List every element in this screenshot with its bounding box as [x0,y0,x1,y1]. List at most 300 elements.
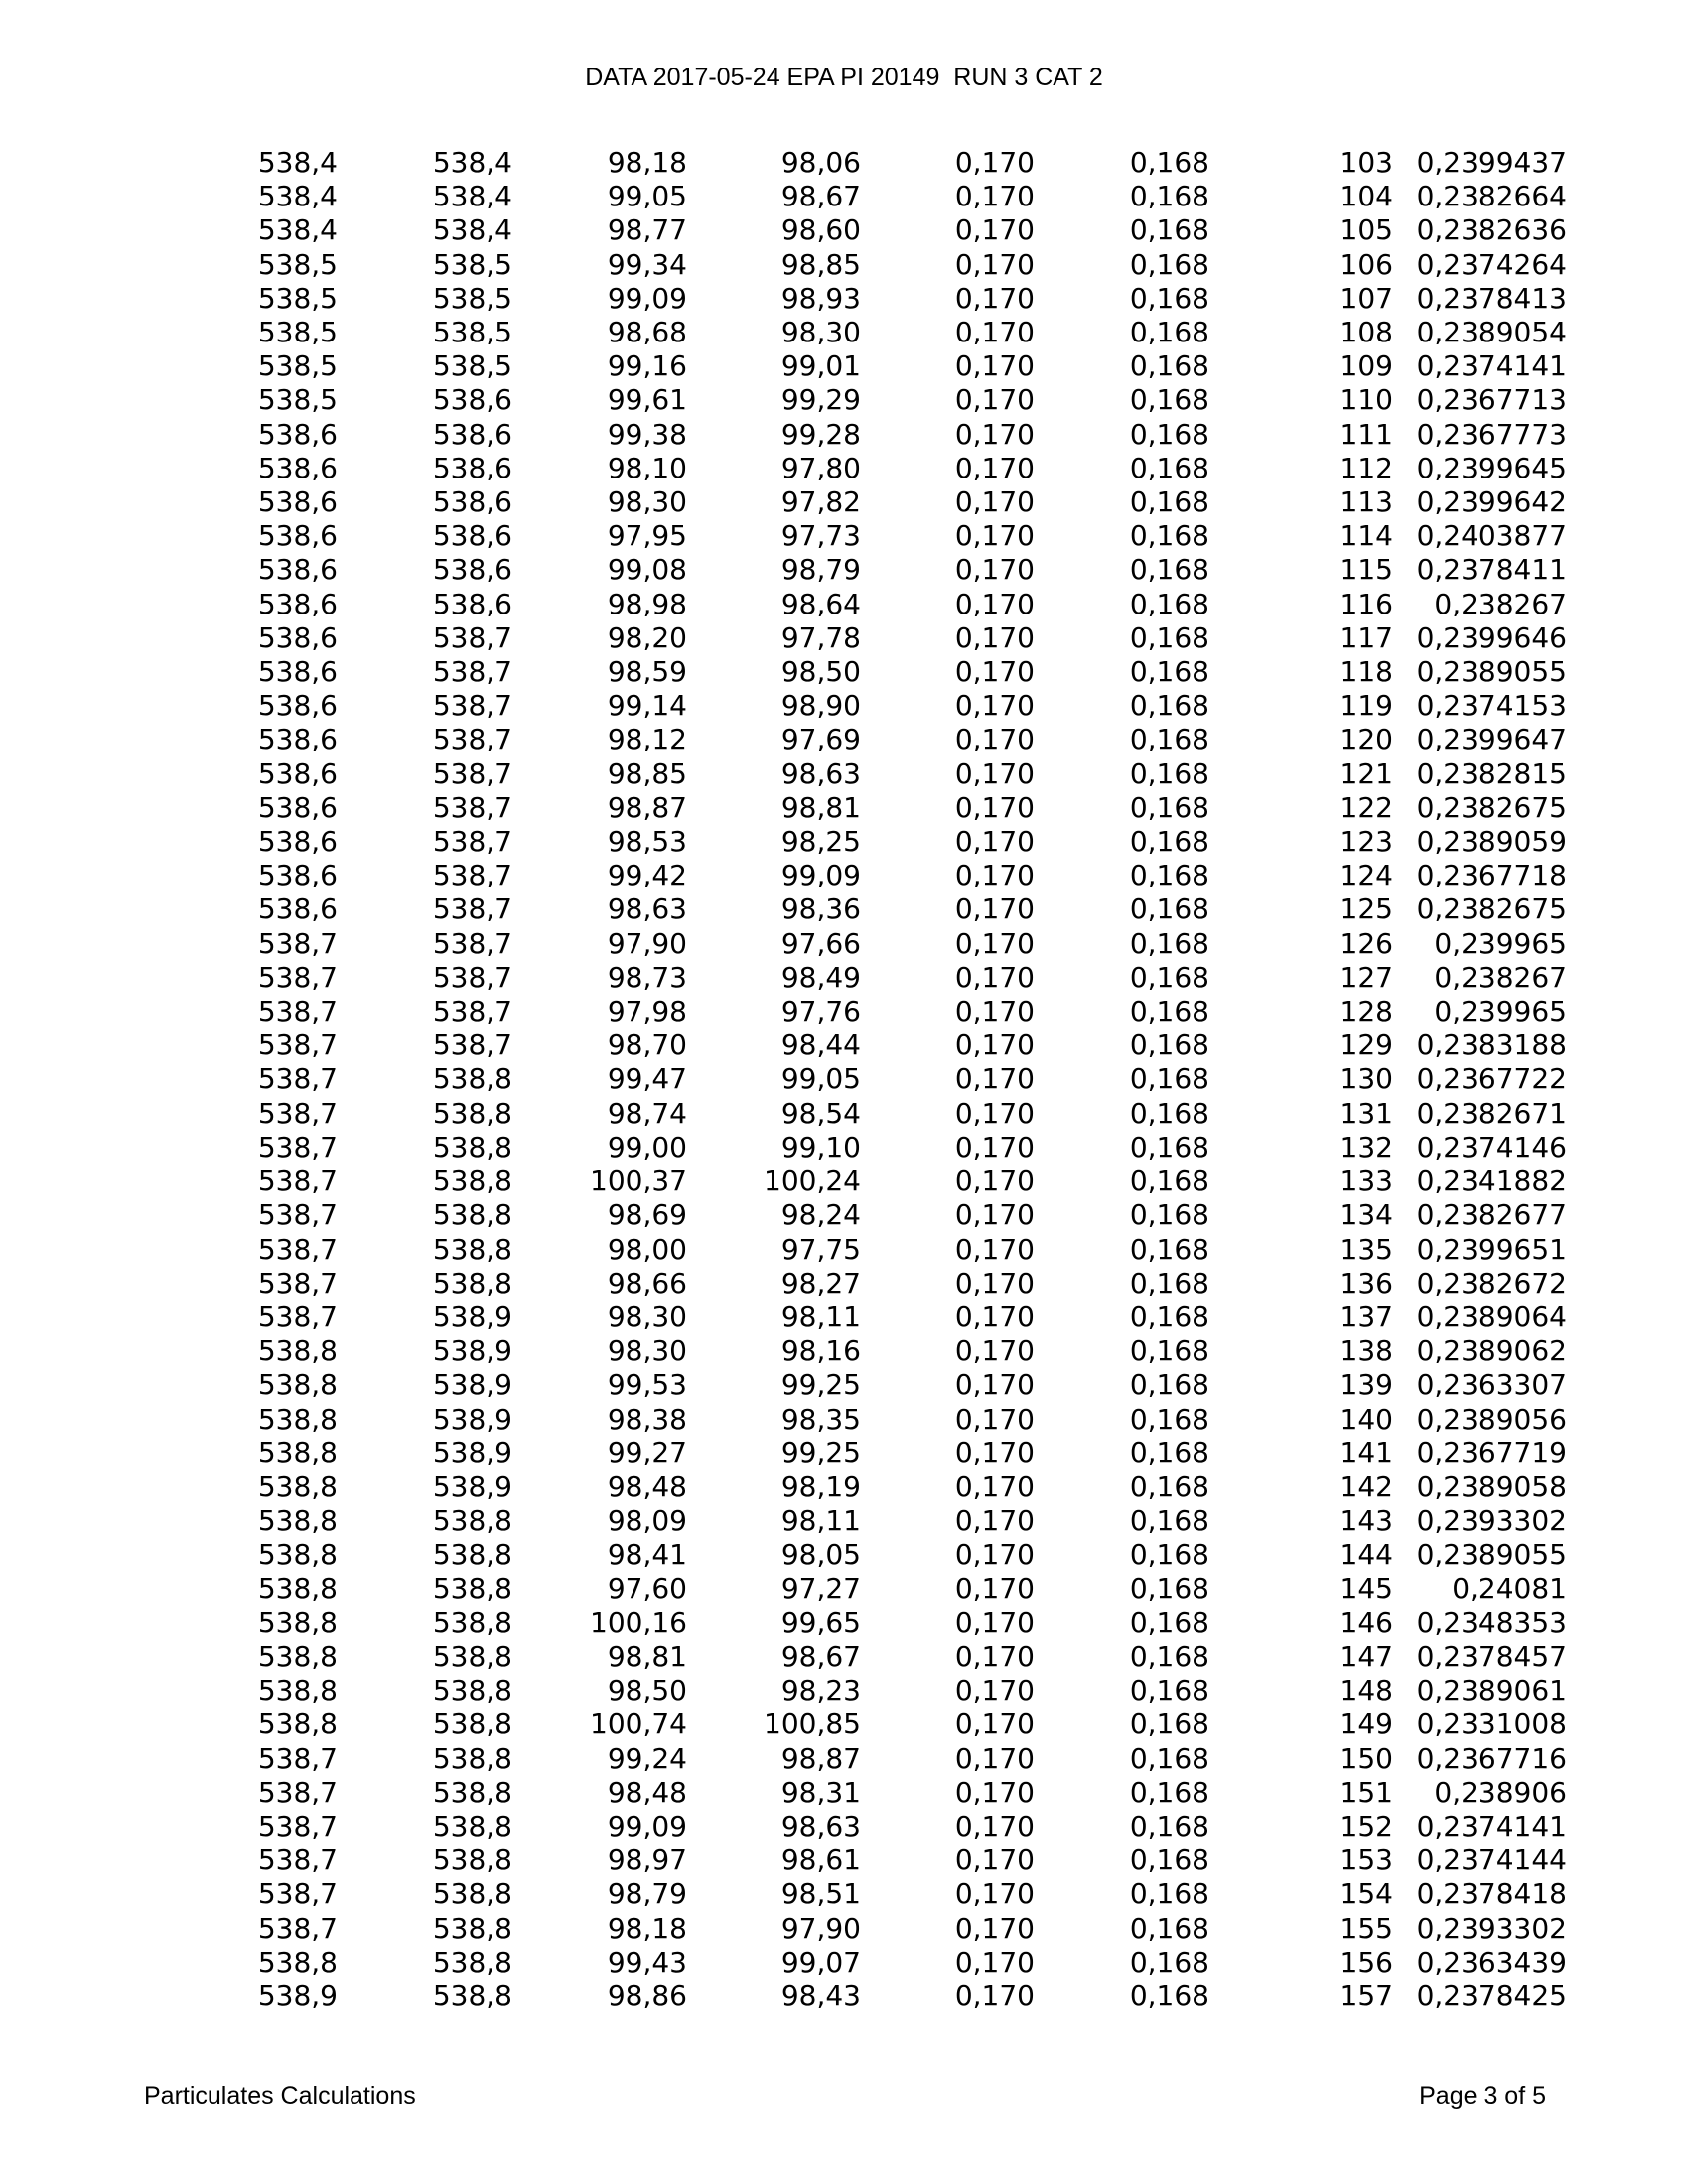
table-cell: 0,2399642 [1416,485,1567,519]
table-cell: 0,168 [1129,1299,1209,1333]
table-cell: 0,170 [954,417,1035,451]
table-cell: 151 [1339,1775,1393,1809]
table-row [149,349,1567,383]
table-row [149,248,1567,282]
table-cell: 98,63 [607,892,687,926]
table-cell: 126 [1339,926,1393,960]
table-cell: 100,37 [590,1164,687,1198]
table-cell: 0,170 [954,1164,1035,1198]
table-cell: 124 [1339,859,1393,892]
table-cell: 538,5 [257,383,338,417]
table-cell: 156 [1339,1945,1393,1979]
table-cell: 98,66 [607,1266,687,1299]
table-cell: 0,168 [1129,859,1209,892]
table-cell: 0,168 [1129,587,1209,620]
table-cell: 0,168 [1129,146,1209,179]
table-cell: 98,67 [780,1639,861,1673]
table-cell: 123 [1339,825,1393,859]
table-cell: 98,00 [607,1232,687,1266]
table-cell: 0,168 [1129,1843,1209,1877]
table-cell: 98,63 [780,756,861,790]
table-cell: 0,170 [954,1198,1035,1232]
table-cell: 538,7 [257,1877,338,1911]
table-cell: 0,2374153 [1416,689,1567,723]
table-cell: 0,2374141 [1416,349,1567,383]
table-cell: 538,8 [432,1809,512,1843]
table-cell: 128 [1339,995,1393,1028]
table-row [149,1233,1567,1267]
table-cell: 0,2382815 [1416,756,1567,790]
table-cell: 538,7 [257,1062,338,1096]
table-cell: 538,8 [257,1435,338,1469]
table-cell: 0,2382671 [1416,1096,1567,1130]
table-cell: 98,48 [607,1775,687,1809]
table-cell: 0,168 [1129,1402,1209,1435]
table-row [149,213,1567,247]
table-cell: 0,168 [1129,723,1209,756]
table-cell: 110 [1339,383,1393,417]
table-cell: 538,8 [432,1775,512,1809]
table-cell: 0,170 [954,1741,1035,1775]
table-cell: 538,8 [257,1504,338,1538]
table-cell: 100,24 [764,1164,861,1198]
table-cell: 97,69 [780,723,861,756]
table-cell: 0,2389055 [1416,655,1567,689]
table-cell: 538,8 [257,1469,338,1503]
table-cell: 0,168 [1129,1775,1209,1809]
table-cell: 99,25 [780,1435,861,1469]
table-cell: 0,168 [1129,1504,1209,1538]
table-cell: 538,8 [432,1538,512,1571]
table-cell: 98,30 [607,1334,687,1368]
table-cell: 538,9 [432,1469,512,1503]
table-cell: 0,2389054 [1416,316,1567,349]
table-cell: 152 [1339,1809,1393,1843]
table-cell: 0,168 [1129,349,1209,383]
table-cell: 0,2389059 [1416,825,1567,859]
table-cell: 119 [1339,689,1393,723]
table-cell: 0,170 [954,349,1035,383]
table-cell: 146 [1339,1605,1393,1639]
table-cell: 538,7 [257,1028,338,1062]
table-cell: 538,5 [432,247,512,281]
table-cell: 0,170 [954,689,1035,723]
table-cell: 0,2348353 [1416,1605,1567,1639]
table-cell: 157 [1339,1979,1393,2012]
table-cell: 0,170 [954,1028,1035,1062]
table-row [149,1979,1567,2013]
table-cell: 98,79 [607,1877,687,1911]
table-cell: 98,63 [780,1809,861,1843]
table-cell: 99,05 [780,1062,861,1096]
table-cell: 105 [1339,213,1393,247]
table-cell: 538,7 [257,1096,338,1130]
table-cell: 538,8 [257,1945,338,1979]
table-cell: 538,8 [432,1911,512,1945]
table-cell: 538,9 [432,1299,512,1333]
table-cell: 0,170 [954,825,1035,859]
table-cell: 538,8 [257,1571,338,1605]
table-cell: 99,09 [607,281,687,315]
table-cell: 0,170 [954,655,1035,689]
table-cell: 0,170 [954,1299,1035,1333]
table-cell: 538,6 [257,756,338,790]
table-cell: 0,168 [1129,960,1209,994]
table-cell: 538,6 [432,553,512,587]
table-cell: 538,8 [432,1130,512,1163]
table-cell: 98,10 [607,451,687,484]
table-cell: 0,170 [954,960,1035,994]
table-cell: 154 [1339,1877,1393,1911]
table-cell: 0,2367773 [1416,417,1567,451]
table-cell: 99,14 [607,689,687,723]
table-cell: 538,7 [432,1028,512,1062]
table-cell: 97,73 [780,519,861,553]
table-cell: 538,7 [432,926,512,960]
table-row [149,961,1567,995]
table-cell: 98,64 [780,587,861,620]
table-cell: 0,168 [1129,247,1209,281]
table-cell: 98,73 [607,960,687,994]
table-cell: 98,50 [780,655,861,689]
table-cell: 538,8 [432,1266,512,1299]
table-cell: 538,5 [257,316,338,349]
table-cell: 538,7 [432,655,512,689]
table-cell: 538,9 [432,1435,512,1469]
table-cell: 538,8 [432,1639,512,1673]
table-cell: 0,170 [954,1707,1035,1741]
table-cell: 153 [1339,1843,1393,1877]
table-cell: 538,4 [257,213,338,247]
table-cell: 0,168 [1129,825,1209,859]
table-cell: 538,6 [257,620,338,654]
table-cell: 538,7 [257,1232,338,1266]
table-cell: 98,77 [607,213,687,247]
table-cell: 0,2363307 [1416,1368,1567,1402]
table-cell: 0,170 [954,1809,1035,1843]
table-cell: 0,170 [954,587,1035,620]
table-row [149,519,1567,553]
table-cell: 99,43 [607,1945,687,1979]
table-cell: 0,2363439 [1416,1945,1567,1979]
table-cell: 0,2389062 [1416,1334,1567,1368]
table-cell: 538,6 [257,825,338,859]
table-cell: 98,69 [607,1198,687,1232]
table-cell: 0,170 [954,519,1035,553]
table-cell: 538,7 [432,689,512,723]
table-cell: 0,170 [954,247,1035,281]
table-cell: 0,2367713 [1416,383,1567,417]
table-cell: 98,85 [607,756,687,790]
table-row [149,1640,1567,1674]
table-cell: 97,90 [607,926,687,960]
table-cell: 98,53 [607,825,687,859]
table-cell: 0,170 [954,1504,1035,1538]
table-cell: 99,65 [780,1605,861,1639]
table-cell: 0,168 [1129,1096,1209,1130]
table-cell: 538,6 [257,451,338,484]
table-cell: 0,2331008 [1416,1707,1567,1741]
table-cell: 538,6 [257,892,338,926]
table-cell: 0,170 [954,1538,1035,1571]
table-cell: 0,2393302 [1416,1504,1567,1538]
table-cell: 0,168 [1129,1674,1209,1707]
table-cell: 538,8 [257,1368,338,1402]
table-cell: 133 [1339,1164,1393,1198]
table-cell: 0,168 [1129,995,1209,1028]
table-cell: 97,27 [780,1571,861,1605]
table-cell: 538,6 [257,859,338,892]
table-cell: 98,81 [607,1639,687,1673]
table-cell: 155 [1339,1911,1393,1945]
table-cell: 111 [1339,417,1393,451]
table-row [149,1504,1567,1538]
table-cell: 538,8 [432,1707,512,1741]
table-cell: 97,60 [607,1571,687,1605]
table-cell: 113 [1339,485,1393,519]
table-cell: 0,170 [954,485,1035,519]
table-cell: 538,6 [432,587,512,620]
table-cell: 0,2378411 [1416,553,1567,587]
table-cell: 98,31 [780,1775,861,1809]
table-cell: 0,238267 [1434,587,1567,620]
table-cell: 538,7 [257,1911,338,1945]
table-cell: 538,6 [257,655,338,689]
table-cell: 0,170 [954,146,1035,179]
table-cell: 97,76 [780,995,861,1028]
table-cell: 99,53 [607,1368,687,1402]
table-cell: 0,168 [1129,417,1209,451]
table-cell: 0,168 [1129,180,1209,213]
table-cell: 140 [1339,1402,1393,1435]
table-cell: 0,2389055 [1416,1538,1567,1571]
table-cell: 538,6 [257,553,338,587]
table-cell: 98,79 [780,553,861,587]
table-row [149,1198,1567,1232]
table-cell: 98,59 [607,655,687,689]
table-cell: 538,7 [432,960,512,994]
table-cell: 131 [1339,1096,1393,1130]
table-cell: 0,168 [1129,1809,1209,1843]
table-row [149,1538,1567,1571]
table-cell: 98,86 [607,1979,687,2012]
table-cell: 538,7 [432,825,512,859]
table-cell: 0,168 [1129,1164,1209,1198]
table-row [149,1267,1567,1300]
table-cell: 0,170 [954,316,1035,349]
table-cell: 0,2374264 [1416,247,1567,281]
table-cell: 0,238906 [1434,1775,1567,1809]
table-cell: 98,51 [780,1877,861,1911]
table-cell: 97,90 [780,1911,861,1945]
table-cell: 538,4 [432,213,512,247]
table-cell: 538,6 [432,417,512,451]
table-row [149,1403,1567,1436]
table-cell: 0,170 [954,281,1035,315]
table-cell: 0,2382672 [1416,1266,1567,1299]
table-row [149,282,1567,316]
table-cell: 139 [1339,1368,1393,1402]
table-cell: 98,70 [607,1028,687,1062]
table-cell: 0,168 [1129,1877,1209,1911]
table-cell: 98,97 [607,1843,687,1877]
table-cell: 98,11 [780,1299,861,1333]
table-cell: 98,30 [607,485,687,519]
table-cell: 0,168 [1129,620,1209,654]
table-row [149,1776,1567,1810]
table-cell: 130 [1339,1062,1393,1096]
table-cell: 98,19 [780,1469,861,1503]
table-cell: 145 [1339,1571,1393,1605]
table-cell: 538,8 [432,1877,512,1911]
table-cell: 0,170 [954,926,1035,960]
table-row [149,791,1567,825]
table-cell: 98,87 [780,1741,861,1775]
table-row [149,553,1567,587]
table-cell: 538,8 [432,1504,512,1538]
table-row [149,1742,1567,1776]
table-cell: 538,4 [432,180,512,213]
table-cell: 538,4 [257,180,338,213]
table-row [149,1164,1567,1198]
table-cell: 98,30 [780,316,861,349]
table-row [149,180,1567,213]
table-cell: 538,4 [257,146,338,179]
table-cell: 0,168 [1129,1062,1209,1096]
table-cell: 538,7 [257,1775,338,1809]
data-table [149,146,1567,2013]
table-cell: 0,2399651 [1416,1232,1567,1266]
table-cell: 538,7 [257,1266,338,1299]
table-cell: 98,12 [607,723,687,756]
table-cell: 98,20 [607,620,687,654]
table-cell: 0,2399645 [1416,451,1567,484]
table-cell: 538,7 [257,1198,338,1232]
table-cell: 0,168 [1129,1979,1209,2012]
table-cell: 538,6 [257,790,338,824]
table-cell: 99,29 [780,383,861,417]
table-cell: 99,00 [607,1130,687,1163]
table-cell: 0,170 [954,1435,1035,1469]
table-cell: 143 [1339,1504,1393,1538]
table-cell: 0,168 [1129,1435,1209,1469]
table-cell: 538,5 [257,281,338,315]
table-row [149,316,1567,349]
table-cell: 538,7 [432,859,512,892]
table-cell: 0,170 [954,451,1035,484]
table-cell: 538,7 [432,756,512,790]
table-cell: 144 [1339,1538,1393,1571]
table-cell: 0,168 [1129,1639,1209,1673]
table-row [149,418,1567,452]
table-cell: 0,168 [1129,790,1209,824]
table-cell: 0,2383188 [1416,1028,1567,1062]
table-cell: 112 [1339,451,1393,484]
table-cell: 98,54 [780,1096,861,1130]
table-cell: 0,2382664 [1416,180,1567,213]
table-cell: 538,6 [432,485,512,519]
table-cell: 97,66 [780,926,861,960]
table-cell: 0,2403877 [1416,519,1567,553]
table-cell: 538,8 [432,1979,512,2012]
table-cell: 98,87 [607,790,687,824]
table-cell: 0,2389058 [1416,1469,1567,1503]
table-cell: 0,168 [1129,1198,1209,1232]
table-cell: 538,8 [432,1674,512,1707]
table-row [149,1097,1567,1131]
table-cell: 538,8 [432,1232,512,1266]
table-cell: 100,16 [590,1605,687,1639]
table-cell: 98,74 [607,1096,687,1130]
table-row [149,1877,1567,1911]
table-cell: 125 [1339,892,1393,926]
table-row [149,1843,1567,1877]
table-cell: 0,2367719 [1416,1435,1567,1469]
table-cell: 98,85 [780,247,861,281]
table-cell: 538,9 [257,1979,338,2012]
table-cell: 538,7 [432,723,512,756]
table-row [149,1946,1567,1979]
table-cell: 0,168 [1129,1130,1209,1163]
table-cell: 0,2378425 [1416,1979,1567,2012]
table-cell: 538,8 [257,1707,338,1741]
table-row [149,1131,1567,1164]
table-cell: 118 [1339,655,1393,689]
table-cell: 116 [1339,587,1393,620]
table-cell: 98,18 [607,146,687,179]
table-cell: 538,8 [432,1198,512,1232]
table-cell: 0,2367718 [1416,859,1567,892]
table-cell: 0,170 [954,1096,1035,1130]
table-cell: 147 [1339,1639,1393,1673]
table-cell: 0,168 [1129,1232,1209,1266]
table-cell: 98,60 [780,213,861,247]
table-cell: 538,7 [257,995,338,1028]
table-cell: 0,168 [1129,926,1209,960]
table-row [149,927,1567,961]
table-cell: 538,6 [432,383,512,417]
table-row [149,1810,1567,1843]
table-cell: 538,7 [432,995,512,1028]
table-cell: 100,85 [764,1707,861,1741]
table-cell: 538,8 [432,1062,512,1096]
table-cell: 0,170 [954,790,1035,824]
table-cell: 99,01 [780,349,861,383]
table-cell: 109 [1339,349,1393,383]
table-cell: 0,168 [1129,213,1209,247]
table-cell: 0,168 [1129,655,1209,689]
table-row [149,825,1567,859]
table-cell: 538,5 [432,349,512,383]
table-cell: 129 [1339,1028,1393,1062]
table-cell: 98,90 [780,689,861,723]
table-row [149,383,1567,417]
table-row [149,452,1567,485]
table-row [149,588,1567,621]
table-row [149,1572,1567,1606]
table-row [149,892,1567,926]
table-cell: 0,2399437 [1416,146,1567,179]
table-cell: 538,8 [432,1605,512,1639]
table-cell: 538,5 [257,247,338,281]
table-cell: 0,2382677 [1416,1198,1567,1232]
table-cell: 538,7 [257,1843,338,1877]
table-cell: 98,44 [780,1028,861,1062]
table-cell: 538,5 [432,281,512,315]
table-cell: 538,7 [257,1741,338,1775]
table-cell: 538,7 [257,1130,338,1163]
table-cell: 0,2393302 [1416,1911,1567,1945]
